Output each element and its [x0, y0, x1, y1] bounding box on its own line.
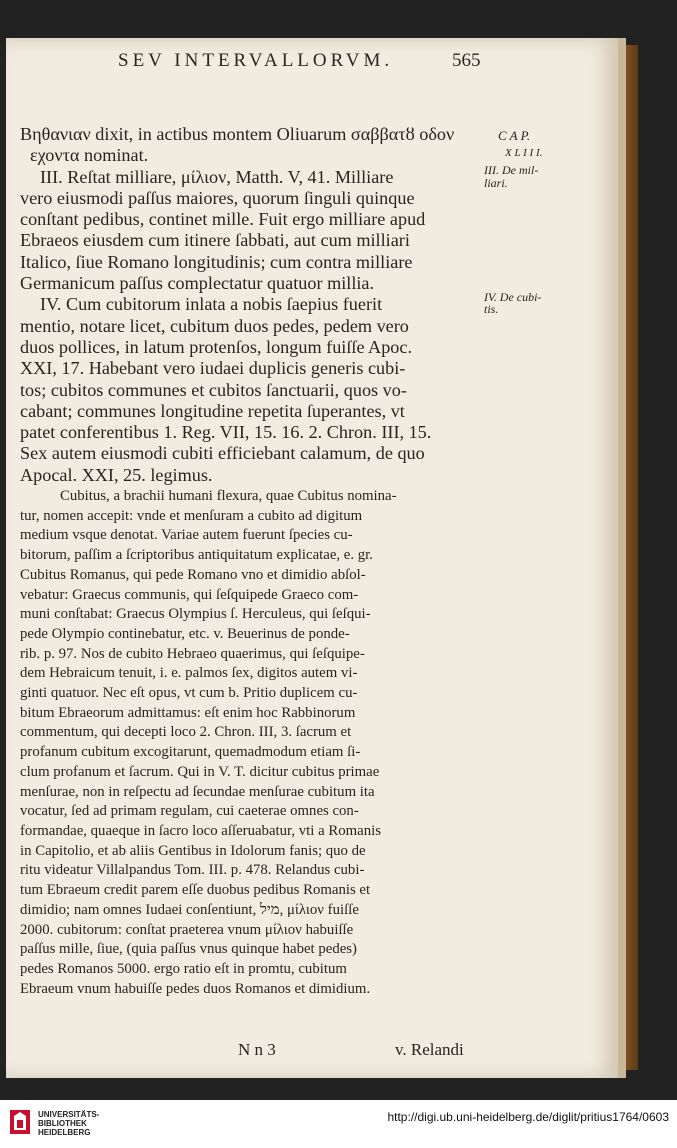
library-line-2: BIBLIOTHEK	[38, 1119, 87, 1128]
viewer-footer	[0, 1100, 677, 1148]
text-line: Ebraeos eiusdem cum itinere ſabbati, aut cum milliari	[20, 230, 410, 251]
note-line: clum profanum et ſacrum. Qui in V. T. dicitur cubitus primae	[20, 763, 380, 780]
note-line: Ebraeum vnum habuiſſe pedes duos Romanos et dimidium.	[20, 980, 371, 997]
text-line: patet conferentibus 1. Reg. VII, 15. 16. 2. Chron. III, 15.	[20, 422, 432, 443]
text-line: IV. Cum cubitorum inlata a nobis ſaepius fuerit	[40, 294, 383, 315]
text-line: εχοντα nominat.	[30, 145, 149, 166]
text-line: duos pollices, in latum protenſos, longum fuiſſe Apoc.	[20, 336, 412, 357]
text-line: mentio, notare licet, cubitum duos pedes, pedem vero	[20, 315, 409, 336]
library-line-3: HEIDELBERG	[38, 1128, 91, 1137]
page-number: 565	[452, 50, 481, 71]
note-line: medium vsque denotat. Variae autem fuerunt ſpecies cu-	[20, 527, 353, 544]
note-line: Cubitus Romanus, qui pede Romano vno et dimidio abſol-	[20, 566, 366, 583]
note-line: pedes Romanos 5000. ergo ratio eſt in promtu, cubitum	[20, 960, 347, 977]
note-line: rib. p. 97. Nos de cubito Hebraeo quaerimus, qui ſeſquipe-	[20, 645, 365, 662]
text-line: conſtant pedibus, continet mille. Fuit ergo milliare apud	[20, 209, 426, 230]
note-line: paſſus mille, ſiue, (quia paſſus vnus quinque habet pedes)	[20, 941, 357, 958]
signature-mark: N n 3	[238, 1040, 276, 1059]
note-line: profanum cubitum excogitarunt, quemadmodum etiam ſi-	[20, 744, 361, 761]
text-line: Italico, ſiue Romano longitudinis; cum contra milliare	[20, 251, 413, 272]
catchword: v. Relandi	[395, 1040, 464, 1059]
note-line: dem Hebraicum tenuit, i. e. palmos ſex, digitos autem vi-	[20, 665, 358, 682]
note-line: bitum Ebraeorum admittamus: eſt enim hoc Rabbinorum	[20, 704, 356, 721]
text-line: tos; cubitos communes et cubitos ſanctuarii, quos vo-	[20, 379, 407, 400]
note-line: tum Ebraeum credit parem eſſe duobus pedibus Romanis et	[20, 882, 371, 899]
note-line: muni conſtabat: Graecus Olympius ſ. Herculeus, qui ſeſqui-	[20, 606, 371, 623]
text-line: vero eiusmodi paſſus maiores, quorum ſinguli quinque	[20, 187, 415, 208]
note-line: tur, nomen accepit: vnde et menſuram a cubito ad digitum	[20, 507, 363, 524]
note-line: vocatur, ſed ad primam regulam, cui caeterae omnes con-	[20, 803, 359, 820]
text-line: III. Reſtat milliare, μίλιον, Matth. V, 41. Milliare	[40, 166, 394, 187]
text-line: XXI, 17. Habebant vero iudaei duplicis generis cubi-	[20, 358, 406, 379]
margin-note-cubitis-1: IV. De cubi-	[484, 290, 542, 304]
text-line: Germanicum paſſus complectatur quatuor millia.	[20, 273, 375, 294]
note-line: in Capitolio, et ab aliis Gentibus in Idolorum fanis; quo de	[20, 842, 366, 859]
note-line: ritu videatur Villalpandus Tom. III. p. 478. Relandus cubi-	[20, 862, 365, 879]
university-library-logo-icon	[8, 1108, 32, 1136]
note-line: 2000. cubitorum: conſtat praeterea vnum μίλιον habuiſſe	[20, 921, 354, 938]
note-line: vebatur: Graecus communis, qui ſeſquipede Graeco com-	[20, 586, 359, 603]
running-head: SEV INTERVALLORVM.	[118, 50, 394, 71]
note-line: dimidio; nam omnes Iudaei conſentiunt, מיל, μίλιον fuiſſe	[20, 901, 359, 918]
text-line: cabant; communes longitudine repetita ſuperantes, vt	[20, 400, 405, 421]
body-text	[20, 124, 482, 999]
margin-note-miliari-2: liari.	[484, 176, 508, 190]
note-line: commentum, qui decepti loco 2. Chron. III, 3. ſacrum et	[20, 724, 352, 741]
note-line: formandae, quaeque in ſacro loco aſſeruabatur, vti a Romanis	[20, 823, 381, 839]
footnote-paragraph	[20, 487, 482, 999]
note-line: menſurae, non in reſpectu ad ſecundae menſurae cubitum ita	[20, 783, 375, 800]
text-line: Apocal. XXI, 25. legimus.	[20, 464, 213, 485]
library-name	[38, 1110, 99, 1137]
note-line: bitorum, paſſim a ſcriptoribus antiquitatum explicatae, e. gr.	[20, 547, 373, 564]
library-line-1: UNIVERSITÄTS-	[38, 1110, 100, 1119]
main-paragraphs	[20, 124, 482, 486]
margin-cap-number: X L I I I.	[505, 147, 543, 159]
margin-note-cubitis-2: tis.	[484, 302, 499, 316]
note-line: Cubitus, a brachii humani flexura, quae Cubitus nomina-	[60, 488, 397, 505]
text-line: Βηθανιαν dixit, in actibus montem Oliuarum σαββατȣ οδον	[20, 124, 455, 144]
permalink-url[interactable]: http://digi.ub.uni-heidelberg.de/diglit/pritius1764/0603	[387, 1110, 669, 1124]
margin-note-miliari-1: III. De mil-	[484, 163, 539, 177]
note-line: ginti quatuor. Nec eſt opus, vt cum b. Pritio duplicem cu-	[20, 685, 358, 702]
note-line: pede Olympio continebatur, etc. v. Beuerinus de ponde-	[20, 625, 350, 642]
text-line: Sex autem eiusmodi cubiti efficiebant calamum, de quo	[20, 443, 425, 464]
margin-cap: C A P.	[498, 128, 531, 143]
